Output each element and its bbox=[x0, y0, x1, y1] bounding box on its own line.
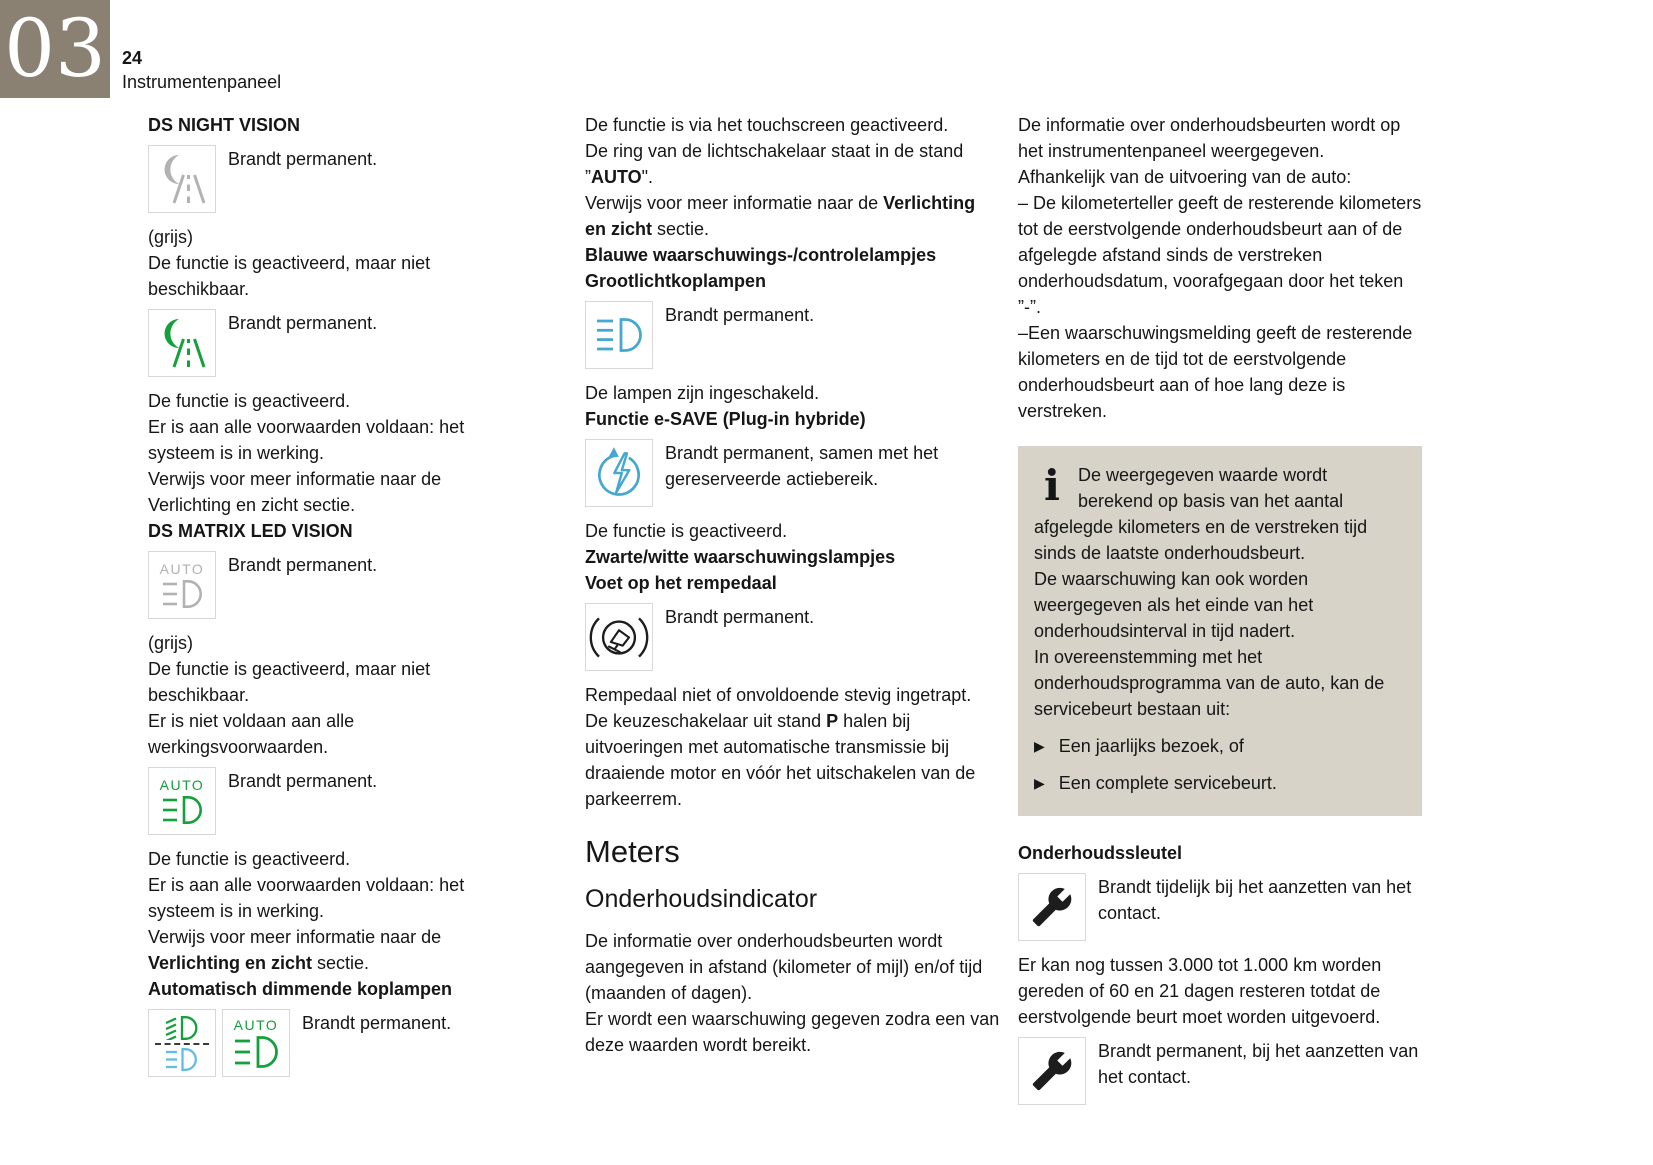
icon-caption: Brandt permanent. bbox=[228, 313, 378, 333]
paragraph: Er is aan alle voorwaarden voldaan: het systeem is in werking. bbox=[148, 875, 465, 921]
list-item bbox=[1034, 770, 1406, 796]
paragraph: – De kilometerteller geeft de resterende kilometers tot de eerstvolgende onderhoudsbeurt aan of de afgelegde afstand sinds de verstreken onderhoudsdatum, voorafgegaan door het teken ”-”. bbox=[1018, 193, 1422, 317]
paragraph: Verwijs voor meer informatie naar de Verlichting en zicht sectie. bbox=[148, 927, 442, 973]
heading-meters: Meters bbox=[585, 834, 680, 869]
paragraph: De keuzeschakelaar uit stand P halen bij uitvoeringen met automatische transmissie bij draaiende motor en vóór het uitschakelen van de parkeerrem. bbox=[585, 711, 976, 809]
auto-label: AUTO bbox=[233, 1017, 279, 1033]
service-wrench-icon bbox=[1018, 1037, 1086, 1105]
paragraph: Rempedaal niet of onvoldoende stevig ingetrapt. bbox=[585, 685, 972, 705]
info-paragraph: In overeenstemming met het onderhoudsprogramma van de auto, kan de servicebeurt bestaan uit: bbox=[1034, 647, 1385, 719]
icon-caption: Brandt permanent, bij het aanzetten van het contact. bbox=[1098, 1041, 1419, 1087]
paragraph: De functie is geactiveerd. bbox=[148, 849, 351, 869]
section-title: Instrumentenpaneel bbox=[122, 72, 282, 92]
heading-ds-matrix-led-vision: DS MATRIX LED VISION bbox=[148, 521, 353, 541]
auto-dimming-icon bbox=[148, 1009, 290, 1077]
column-1 bbox=[148, 112, 494, 1088]
paragraph: De functie is geactiveerd. bbox=[585, 521, 788, 541]
icon-row bbox=[148, 551, 494, 619]
heading-high-beam: Grootlichtkoplampen bbox=[585, 271, 767, 291]
paragraph: De ring van de lichtschakelaar staat in de stand ”AUTO". bbox=[585, 141, 964, 187]
list-item bbox=[1034, 733, 1406, 759]
paragraph: –Een waarschuwingsmelding geeft de resterende kilometers en de tijd tot de eerstvolgende onderhoudsbeurt aan of hoe lang deze is verstreken. bbox=[1018, 323, 1413, 421]
column-2 bbox=[585, 112, 1000, 1058]
paragraph: Verwijs voor meer informatie naar de Verlichting en zicht sectie. bbox=[148, 469, 442, 515]
icon-row bbox=[148, 1009, 494, 1077]
icon-caption: Brandt permanent. bbox=[665, 607, 815, 627]
paragraph: De functie is geactiveerd. bbox=[148, 391, 351, 411]
paragraph: Er wordt een waarschuwing gegeven zodra een van deze waarden wordt bereikt. bbox=[585, 1009, 1000, 1055]
paragraph: De informatie over onderhoudsbeurten wordt aangegeven in afstand (kilometer of mijl) en/of tijd (maanden of dagen). bbox=[585, 931, 983, 1003]
info-paragraph: De waarschuwing kan ook worden weergegeven als het einde van het onderhoudsinterval in tijd nadert. bbox=[1034, 569, 1314, 641]
paragraph: De lampen zijn ingeschakeld. bbox=[585, 383, 820, 403]
heading-service-wrench: Onderhoudssleutel bbox=[1018, 843, 1183, 863]
high-beam-icon bbox=[585, 301, 653, 369]
night-vision-green-icon bbox=[148, 309, 216, 377]
icon-row bbox=[1018, 1037, 1422, 1105]
icon-caption: Brandt permanent. bbox=[302, 1013, 452, 1033]
icon-row bbox=[585, 603, 1000, 671]
heading-esave: Functie e-SAVE (Plug-in hybride) bbox=[585, 409, 866, 429]
icon-caption: Brandt permanent. bbox=[665, 305, 815, 325]
heading-blue-warning-lamps: Blauwe waarschuwings-/controlelampjes bbox=[585, 245, 937, 265]
icon-caption: Brandt tijdelijk bij het aanzetten van het contact. bbox=[1098, 877, 1412, 923]
paragraph: Verwijs voor meer informatie naar de Verlichting en zicht sectie. bbox=[585, 193, 976, 239]
e-save-icon bbox=[585, 439, 653, 507]
icon-caption: Brandt permanent. bbox=[228, 771, 378, 791]
paragraph: De functie is geactiveerd, maar niet beschikbaar. bbox=[148, 659, 431, 705]
paragraph: De informatie over onderhoudsbeurten wordt op het instrumentenpaneel weergegeven. bbox=[1018, 115, 1401, 161]
heading-foot-brake: Voet op het rempedaal bbox=[585, 573, 777, 593]
paragraph: Er kan nog tussen 3.000 tot 1.000 km worden gereden of 60 en 21 dagen resteren totdat de eerstvolgende beurt moet worden uitgevoerd. bbox=[1018, 955, 1382, 1027]
icon-row bbox=[1018, 873, 1422, 941]
auto-label: AUTO bbox=[159, 561, 205, 577]
icon-row bbox=[148, 309, 494, 377]
bullet-arrow-icon: ▶ bbox=[1034, 775, 1045, 791]
dashed-divider bbox=[155, 1043, 209, 1045]
chapter-tab: 03 bbox=[0, 0, 110, 98]
night-vision-gray-icon bbox=[148, 145, 216, 213]
service-wrench-icon bbox=[1018, 873, 1086, 941]
paragraph: Er is niet voldaan aan alle werkingsvoorwaarden. bbox=[148, 711, 355, 757]
icon-row bbox=[585, 439, 1000, 507]
paragraph: Afhankelijk van de uitvoering van de auto: bbox=[1018, 167, 1352, 187]
icon-row bbox=[585, 301, 1000, 369]
paragraph: De functie is via het touchscreen geactiveerd. bbox=[585, 115, 949, 135]
paragraph: (grijs) bbox=[148, 227, 193, 247]
auto-label: AUTO bbox=[159, 777, 205, 793]
paragraph: De functie is geactiveerd, maar niet beschikbaar. bbox=[148, 253, 431, 299]
page-number: 24 bbox=[122, 48, 143, 68]
heading-service-indicator: Onderhoudsindicator bbox=[585, 885, 818, 913]
icon-row bbox=[148, 145, 494, 213]
bullet-arrow-icon: ▶ bbox=[1034, 738, 1045, 754]
auto-beam-icon bbox=[222, 1009, 290, 1077]
icon-caption: Brandt permanent. bbox=[228, 555, 378, 575]
info-icon: i bbox=[1044, 461, 1060, 510]
dipped-main-beam-icon bbox=[148, 1009, 216, 1077]
matrix-led-green-icon bbox=[148, 767, 216, 835]
info-box bbox=[1018, 446, 1422, 816]
bullet-text: Een jaarlijks bezoek, of bbox=[1058, 736, 1244, 756]
icon-row bbox=[148, 767, 494, 835]
heading-ds-night-vision: DS NIGHT VISION bbox=[148, 115, 301, 135]
brake-pedal-icon bbox=[585, 603, 653, 671]
paragraph: (grijs) bbox=[148, 633, 193, 653]
icon-caption: Brandt permanent, samen met het gereserveerde actiebereik. bbox=[665, 443, 939, 489]
page-header bbox=[122, 46, 281, 94]
column-3 bbox=[1018, 112, 1422, 1116]
icon-caption: Brandt permanent. bbox=[228, 149, 378, 169]
heading-auto-dimming: Automatisch dimmende koplampen bbox=[148, 979, 453, 999]
bullet-text: Een complete servicebeurt. bbox=[1058, 773, 1277, 793]
info-paragraph: De weergegeven waarde wordt berekend op basis van het aantal afgelegde kilometers en de verstreken tijd sinds de laatste onderhoudsbeurt. bbox=[1034, 465, 1368, 563]
matrix-led-gray-icon bbox=[148, 551, 216, 619]
heading-black-white-lamps: Zwarte/witte waarschuwingslampjes bbox=[585, 547, 896, 567]
paragraph: Er is aan alle voorwaarden voldaan: het systeem is in werking. bbox=[148, 417, 465, 463]
